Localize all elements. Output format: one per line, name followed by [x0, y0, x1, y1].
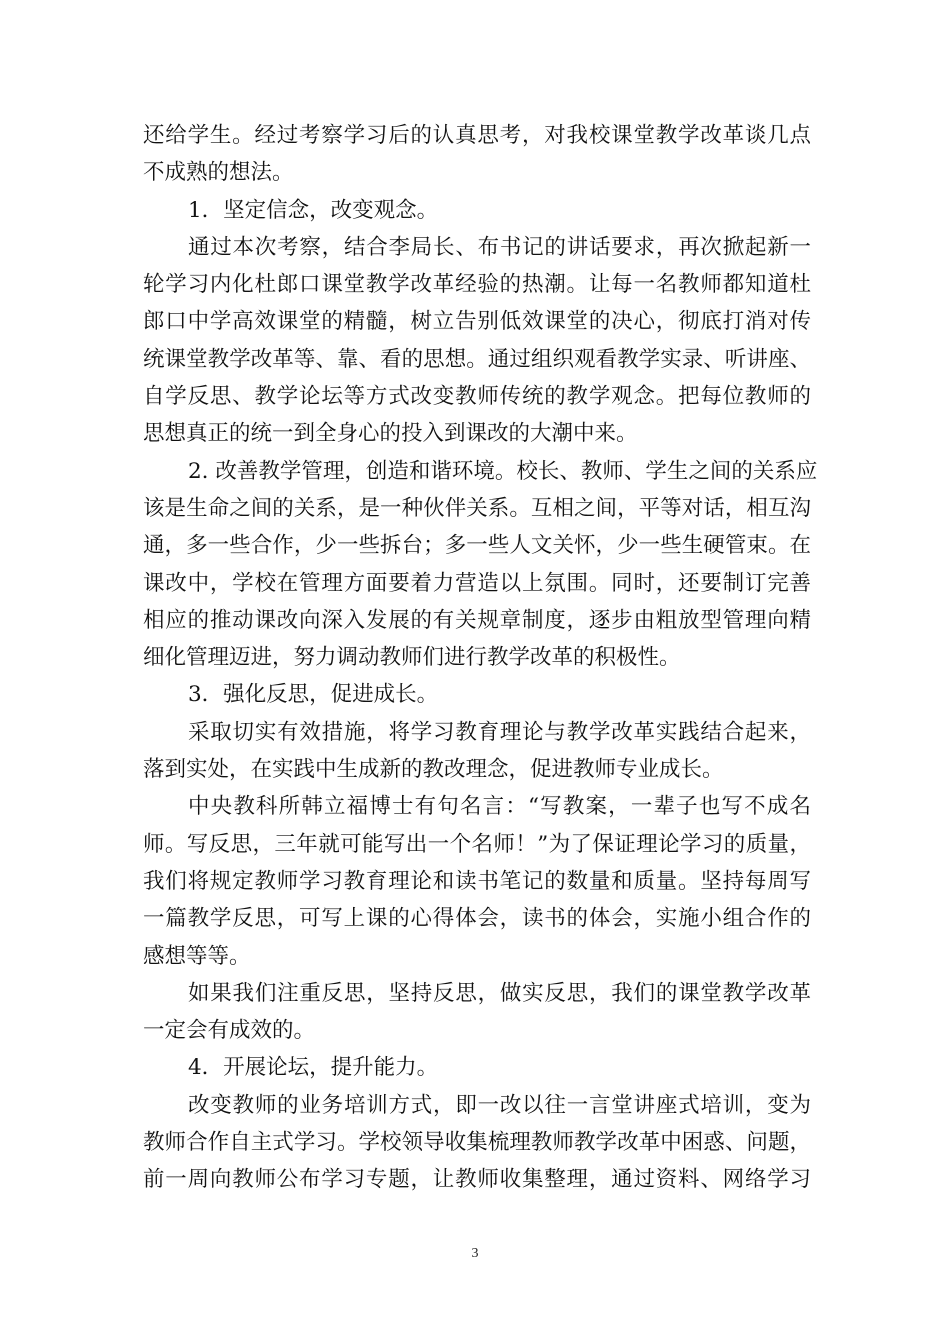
- text-line: 通，多一些合作，少一些拆台；多一些人文关怀，少一些生硬管束。在: [143, 533, 811, 559]
- text-line: 轮学习内化杜郎口课堂教学改革经验的热潮。让每一名教师都知道杜: [143, 272, 811, 298]
- text-line: 我们将规定教师学习教育理论和读书笔记的数量和质量。坚持每周写: [143, 868, 811, 894]
- text-line: 通过本次考察，结合李局长、布书记的讲话要求，再次掀起新一: [188, 234, 811, 260]
- section-heading: 3．强化反思，促进成长。: [188, 682, 439, 708]
- text-line: 采取切实有效措施，将学习教育理论与教学改革实践结合起来，: [188, 719, 811, 745]
- section-heading: 1．坚定信念，改变观念。: [188, 197, 439, 223]
- text-line: 自学反思、教学论坛等方式改变教师传统的教学观念。把每位教师的: [143, 384, 811, 410]
- text-line: 师。写反思，三年就可能写出一个名师！”为了保证理论学习的质量，: [143, 831, 811, 857]
- section-heading: 4．开展论坛，提升能力。: [188, 1055, 439, 1081]
- text-line: 相应的推动课改向深入发展的有关规章制度，逐步由粗放型管理向精: [143, 607, 811, 633]
- document-body: [143, 117, 818, 1199]
- text-line: 改变教师的业务培训方式，即一改以往一言堂讲座式培训，变为: [188, 1092, 811, 1118]
- text-line: 统课堂教学改革等、靠、看的思想。通过组织观看教学实录、听讲座、: [143, 346, 811, 372]
- text-line: 细化管理迈进，努力调动教师们进行教学改革的积极性。: [143, 645, 681, 671]
- text-line: 不成熟的想法。: [143, 160, 294, 186]
- text-line: 教师合作自主式学习。学校领导收集梳理教师教学改革中困惑、问题，: [143, 1130, 811, 1156]
- text-line: 感想等等。: [143, 943, 251, 969]
- page-number: 3: [471, 1246, 479, 1261]
- section-heading: 2. 改善教学管理，创造和谐环境。校长、教师、学生之间的关系应: [188, 458, 818, 484]
- text-line: 该是生命之间的关系，是一种伙伴关系。互相之间，平等对话，相互沟: [143, 495, 811, 521]
- text-line: 中央教科所韩立福博士有句名言：“写教案，一辈子也写不成名: [188, 794, 811, 820]
- text-line: 一定会有成效的。: [143, 1018, 316, 1044]
- text-line: 如果我们注重反思，坚持反思，做实反思，我们的课堂教学改革: [188, 980, 811, 1006]
- text-line: 落到实处，在实践中生成新的教改理念，促进教师专业成长。: [143, 757, 724, 783]
- text-line: 思想真正的统一到全身心的投入到课改的大潮中来。: [143, 421, 638, 447]
- text-line: 课改中，学校在管理方面要着力营造以上氛围。同时，还要制订完善: [143, 570, 811, 596]
- text-line: 一篇教学反思，可写上课的心得体会，读书的体会，实施小组合作的: [143, 906, 811, 932]
- text-line: 还给学生。经过考察学习后的认真思考，对我校课堂教学改革谈几点: [143, 123, 811, 148]
- text-line: 郎口中学高效课堂的精髓，树立告别低效课堂的决心，彻底打消对传: [143, 309, 811, 335]
- text-line: 前一周向教师公布学习专题，让教师收集整理，通过资料、网络学习: [143, 1167, 811, 1193]
